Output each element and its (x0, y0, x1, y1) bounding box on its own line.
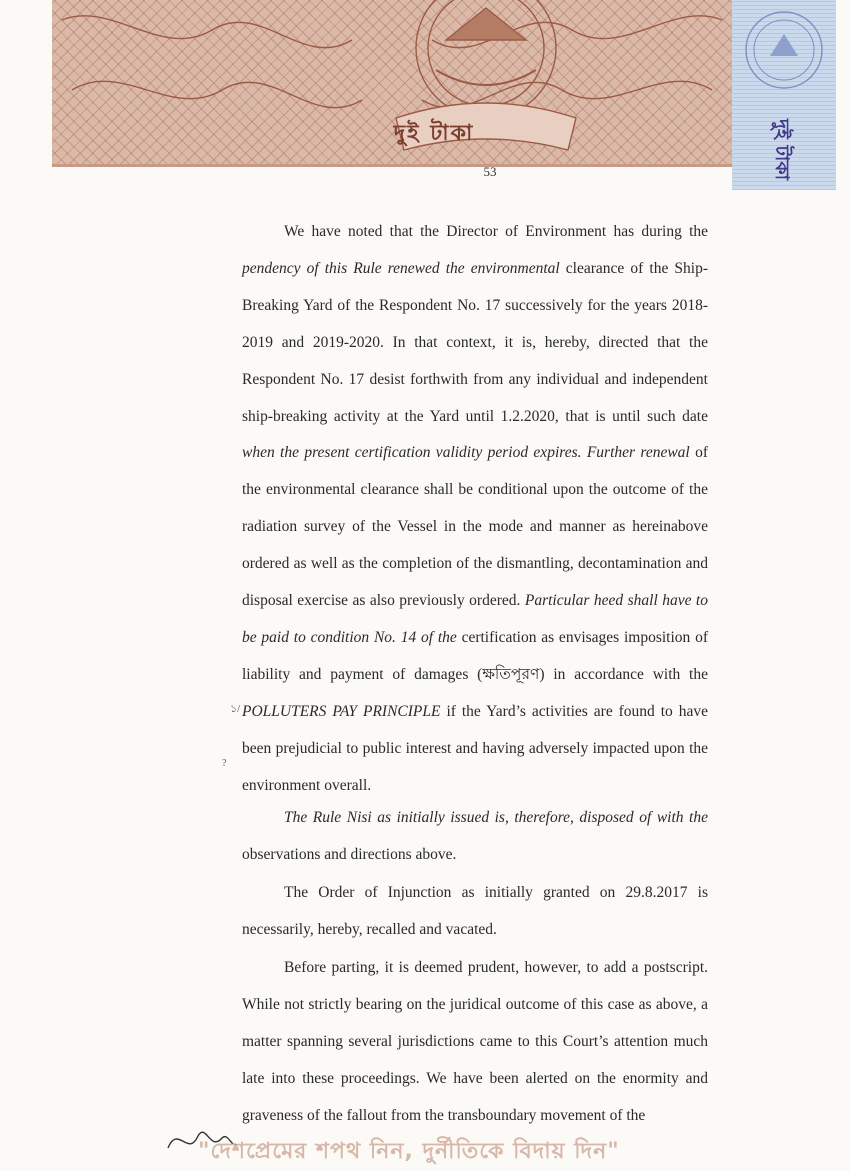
paragraph-3 (242, 875, 708, 949)
paragraph-2 (242, 800, 708, 874)
margin-mark-2: ১/ (230, 703, 241, 715)
footer-slogan: "দেশপ্রেমের শপথ নিন, দুর্নীতিকে বিদায় দিন" (198, 1139, 620, 1164)
paragraph-segment: of the environmental clearance shall be conditional upon the outcome of the radiation survey of the Vessel in the mode and manner as hereinabove ordered as well as the completion of the dismantling, decontamination and disposal exercise as also previously ordered. (242, 444, 708, 610)
paragraph-segment: if the Yard’s activities are found to have been prejudicial to public interest and having adversely impacted upon the environment overall. (242, 702, 709, 794)
paragraph-segment: clearance of the Ship-Breaking Yard of the Respondent No. 17 successively for the years 2018-2019 and 2019-2020. In that context, it is, hereby, directed that the Respondent No. 17 desist forthwith from any individual and independent ship-breaking activity at the Yard until 1.2.2020, that is until such date (242, 259, 708, 425)
revenue-stamp-value: দুই টাকা (771, 119, 793, 181)
paragraph-segment: Before parting, it is deemed prudent, however, to add a postscript. While not strictly bearing on the juridical outcome of this case as above, a matter spanning several jurisdictions came to this Court’s attention much late into these proceedings. We have been alerted on the enormity and graveness of the fallout from the transboundary movement of the (242, 959, 708, 1124)
stamp-value-label: দুই টাকা (393, 121, 475, 146)
paragraph-segment: The Order of Injunction as initially granted on 29.8.2017 is necessarily, hereby, recalled and vacated. (242, 884, 708, 938)
page-number: 53 (483, 164, 497, 179)
paragraph-segment: We have noted that the Director of Environment has during the (284, 223, 708, 240)
stamp-paper-header (52, 0, 732, 167)
paragraph-segment: The Rule Nisi as initially issued is, therefore, disposed of with the (284, 809, 708, 826)
paragraph-segment: Particular heed shall have to be paid to condition No. 14 of the (242, 592, 708, 646)
paragraph-1 (242, 214, 708, 805)
paragraph-4 (242, 950, 708, 1135)
margin-mark: ? (222, 758, 227, 769)
paragraph-segment: certification as envisages imposition of liability and payment of damages (ক্ষতিপূরণ) in accordance with the (242, 628, 708, 683)
paragraph-segment: pendency of this Rule renewed the environmental (242, 259, 560, 277)
paragraph-segment: POLLUTERS PAY PRINCIPLE (242, 702, 441, 720)
paragraph-segment: observations and directions above. (242, 845, 457, 863)
paragraph-segment: when the present certification validity period expires. Further renewal (242, 444, 690, 462)
